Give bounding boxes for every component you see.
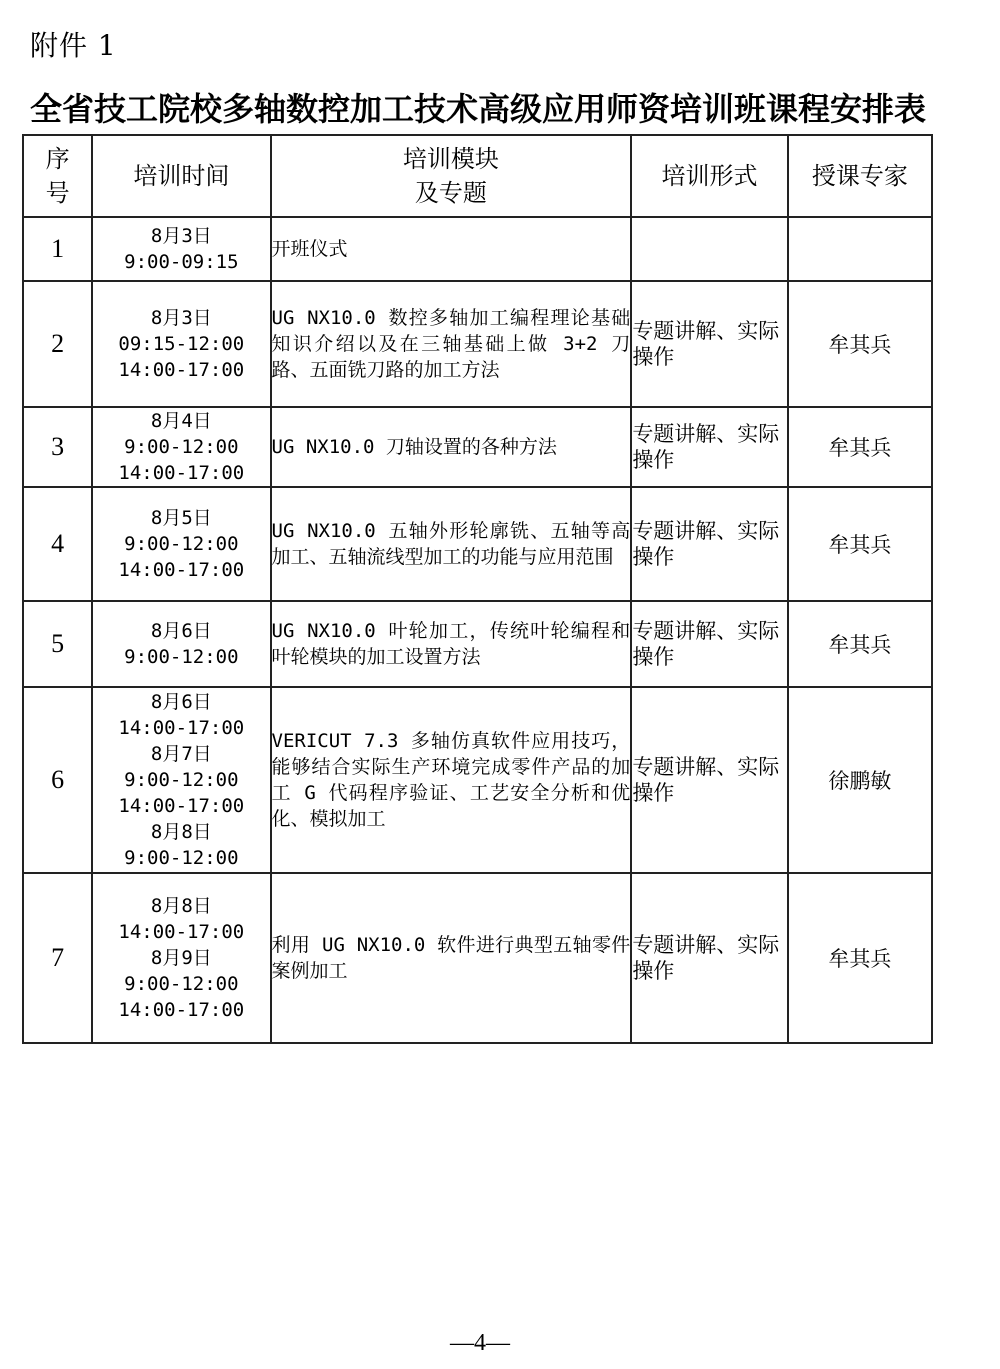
- training-topic: UG NX10.0 五轴外形轮廓铣、五轴等高加工、五轴流线型加工的功能与应用范围: [271, 487, 632, 601]
- training-format: 专题讲解、实际操作: [631, 601, 787, 687]
- row-number: 7: [23, 873, 92, 1043]
- table-row: [23, 687, 932, 873]
- training-time: 8月5日 9:00-12:00 14:00-17:00: [92, 487, 270, 601]
- row-number: 2: [23, 281, 92, 407]
- attachment-label: 附件 1: [30, 29, 117, 62]
- training-format: 专题讲解、实际操作: [631, 687, 787, 873]
- table-row: [23, 217, 932, 281]
- header-expert: 授课专家: [788, 135, 932, 217]
- training-format: [631, 217, 787, 281]
- table-row: [23, 487, 932, 601]
- training-format: 专题讲解、实际操作: [631, 487, 787, 601]
- expert-name: 牟其兵: [788, 407, 932, 487]
- schedule-table: [22, 134, 933, 1044]
- document-title: 全省技工院校多轴数控加工技术高级应用师资培训班课程安排表: [30, 90, 927, 128]
- training-format: 专题讲解、实际操作: [631, 281, 787, 407]
- header-format: 培训形式: [631, 135, 787, 217]
- header-row: [23, 135, 932, 217]
- header-no: 序 号: [23, 135, 92, 217]
- training-format: 专题讲解、实际操作: [631, 873, 787, 1043]
- row-number: 6: [23, 687, 92, 873]
- row-number: 3: [23, 407, 92, 487]
- expert-name: 牟其兵: [788, 281, 932, 407]
- header-module: 培训模块 及专题: [271, 135, 632, 217]
- training-format: 专题讲解、实际操作: [631, 407, 787, 487]
- page-number: —4—: [450, 1330, 510, 1356]
- training-time: 8月3日 09:15-12:00 14:00-17:00: [92, 281, 270, 407]
- training-time: 8月3日 9:00-09:15: [92, 217, 270, 281]
- expert-name: 牟其兵: [788, 601, 932, 687]
- table-row: [23, 873, 932, 1043]
- training-time: 8月4日 9:00-12:00 14:00-17:00: [92, 407, 270, 487]
- row-number: 4: [23, 487, 92, 601]
- training-topic: UG NX10.0 刀轴设置的各种方法: [271, 407, 632, 487]
- training-time: 8月6日 14:00-17:00 8月7日 9:00-12:00 14:00-17:00 8月8日 9:00-12:00: [92, 687, 270, 873]
- table-row: [23, 281, 932, 407]
- table-row: [23, 601, 932, 687]
- expert-name: 徐鹏敏: [788, 687, 932, 873]
- row-number: 5: [23, 601, 92, 687]
- training-topic: UG NX10.0 数控多轴加工编程理论基础知识介绍以及在三轴基础上做 3+2 刀路、五面铣刀路的加工方法: [271, 281, 632, 407]
- expert-name: 牟其兵: [788, 487, 932, 601]
- expert-name: 牟其兵: [788, 873, 932, 1043]
- row-number: 1: [23, 217, 92, 281]
- training-time: 8月6日 9:00-12:00: [92, 601, 270, 687]
- training-topic: 开班仪式: [271, 217, 632, 281]
- training-topic: UG NX10.0 叶轮加工，传统叶轮编程和叶轮模块的加工设置方法: [271, 601, 632, 687]
- training-time: 8月8日 14:00-17:00 8月9日 9:00-12:00 14:00-17:00: [92, 873, 270, 1043]
- table-row: [23, 407, 932, 487]
- training-topic: VERICUT 7.3 多轴仿真软件应用技巧，能够结合实际生产环境完成零件产品的加工 G 代码程序验证、工艺安全分析和优化、模拟加工: [271, 687, 632, 873]
- header-time: 培训时间: [92, 135, 270, 217]
- training-topic: 利用 UG NX10.0 软件进行典型五轴零件案例加工: [271, 873, 632, 1043]
- expert-name: [788, 217, 932, 281]
